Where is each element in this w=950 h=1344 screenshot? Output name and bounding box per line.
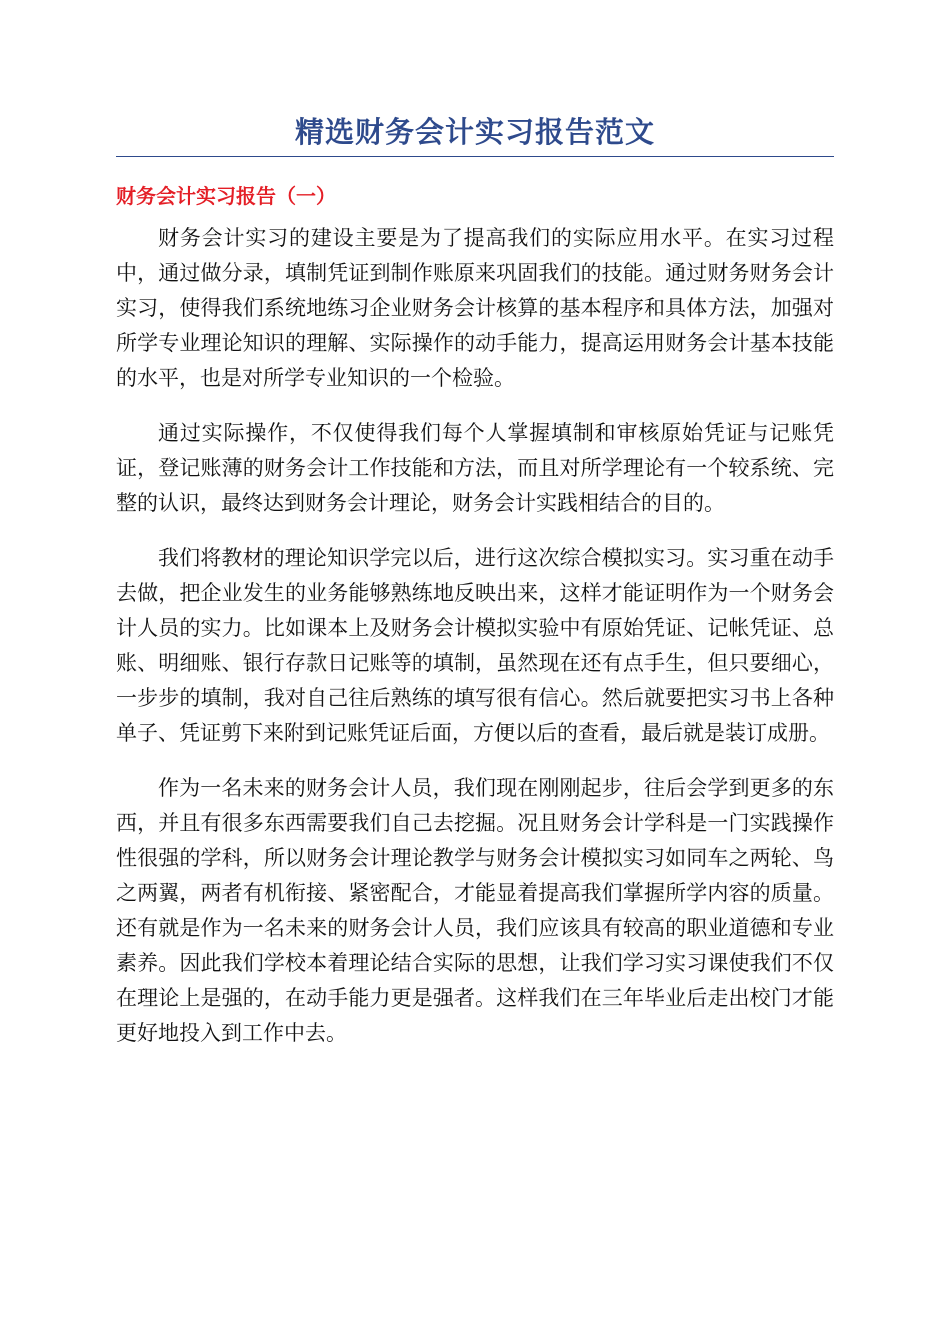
paragraph-1: 财务会计实习的建设主要是为了提高我们的实际应用水平。在实习过程中，通过做分录，填制凭证到制作账原来巩固我们的技能。通过财务财务会计实习，使得我们系统地练习企业财务会计核算的基本程序和具体方法，加强对所学专业理论知识的理解、实际操作的动手能力，提高运用财务会计基本技能的水平，也是对所学专业知识的一个检验。 [116,226,834,390]
section-heading: 财务会计实习报告（一） [116,184,336,208]
title-underline [116,156,834,157]
document-page [116,112,834,1071]
paragraph-3: 我们将教材的理论知识学完以后，进行这次综合模拟实习。实习重在动手去做，把企业发生的业务能够熟练地反映出来，这样才能证明作为一个财务会计人员的实力。比如课本上及财务会计模拟实验中有原始凭证、记帐凭证、总账、明细账、银行存款日记账等的填制，虽然现在还有点手生，但只要细心，一步步的填制，我对自己往后熟练的填写很有信心。然后就要把实习书上各种单子、凭证剪下来附到记账凭证后面，方便以后的查看，最后就是装订成册。 [116,546,834,745]
paragraph-4: 作为一名未来的财务会计人员，我们现在刚刚起步，往后会学到更多的东西，并且有很多东西需要我们自己去挖掘。况且财务会计学科是一门实践操作性很强的学科，所以财务会计理论教学与财务会计模拟实习如同车之两轮、鸟之两翼，两者有机衔接、紧密配合，才能显着提高我们掌握所学内容的质量。还有就是作为一名未来的财务会计人员，我们应该具有较高的职业道德和专业素养。因此我们学校本着理论结合实际的思想，让我们学习实习课使我们不仅在理论上是强的，在动手能力更是强者。这样我们在三年毕业后走出校门才能更好地投入到工作中去。 [116,776,834,1045]
document-title: 精选财务会计实习报告范文 [294,115,655,149]
paragraph-2: 通过实际操作，不仅使得我们每个人掌握填制和审核原始凭证与记账凭证，登记账薄的财务会计工作技能和方法，而且对所学理论有一个较系统、完整的认识，最终达到财务会计理论，财务会计实践相结合的目的。 [116,421,834,515]
